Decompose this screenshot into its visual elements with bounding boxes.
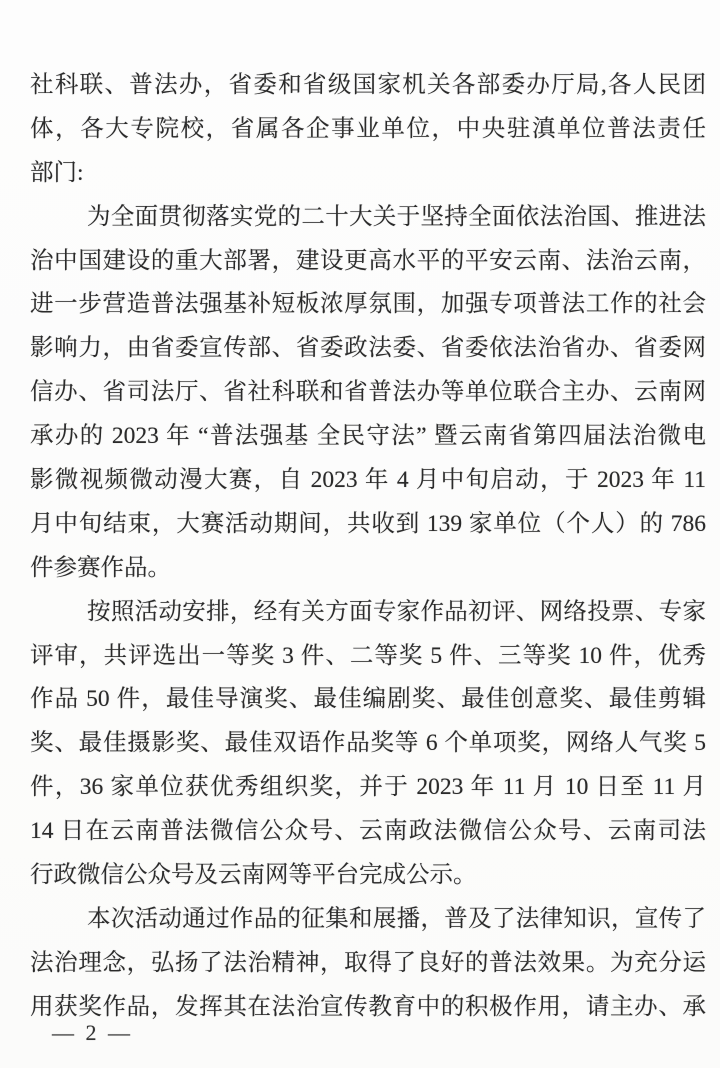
text-line: 部门:	[30, 159, 84, 186]
text-line: 作品 50 件，最佳导演奖、最佳编剧奖、最佳创意奖、最佳剪辑	[30, 686, 706, 713]
text-line: 行政微信公众号及云南网等平台完成公示。	[30, 862, 477, 889]
text-line: 件参赛作品。	[30, 554, 171, 581]
document-body	[30, 64, 706, 1030]
text-line: 治中国建设的重大部署，建设更高水平的平安云南、法治云南，	[30, 247, 706, 274]
text-line: 用获奖作品，发挥其在法治宣传教育中的积极作用，请主办、承	[30, 993, 706, 1020]
page-number: — 2 —	[52, 1020, 133, 1045]
text-line: 评审，共评选出一等奖 3 件、二等奖 5 件、三等奖 10 件，优秀	[30, 642, 706, 669]
text-line: 进一步营造普法强基补短板浓厚氛围，加强专项普法工作的社会	[30, 291, 706, 318]
text-line: 14 日在云南普法微信公众号、云南政法微信公众号、云南司法	[30, 818, 706, 845]
text-line: 影微视频微动漫大赛，自 2023 年 4 月中旬启动，于 2023 年 11	[30, 467, 706, 494]
text-line: 影响力，由省委宣传部、省委政法委、省委依法治省办、省委网	[30, 335, 706, 362]
text-line: 奖、最佳摄影奖、最佳双语作品奖等 6 个单项奖，网络人气奖 5	[30, 730, 706, 757]
text-line: 为全面贯彻落实党的二十大关于坚持全面依法治国、推进法	[87, 203, 706, 230]
text-line: 按照活动安排，经有关方面专家作品初评、网络投票、专家	[87, 598, 706, 625]
text-line: 本次活动通过作品的征集和展播，普及了法律知识，宣传了	[87, 905, 706, 932]
text-line: 信办、省司法厅、省社科联和省普法办等单位联合主办、云南网	[30, 379, 706, 406]
text-line: 体，各大专院校，省属各企事业单位，中央驻滇单位普法责任	[30, 115, 706, 142]
text-line: 社科联、普法办，省委和省级国家机关各部委办厅局,各人民团	[30, 72, 706, 98]
text-line: 承办的 2023 年 “普法强基 全民守法” 暨云南省第四届法治微电	[30, 423, 706, 450]
text-line: 法治理念，弘扬了法治精神，取得了良好的普法效果。为充分运	[30, 949, 706, 976]
text-line: 件，36 家单位获优秀组织奖，并于 2023 年 11 月 10 日至 11 月	[30, 774, 706, 801]
text-line: 月中旬结束，大赛活动期间，共收到 139 家单位（个人）的 786	[30, 510, 706, 537]
